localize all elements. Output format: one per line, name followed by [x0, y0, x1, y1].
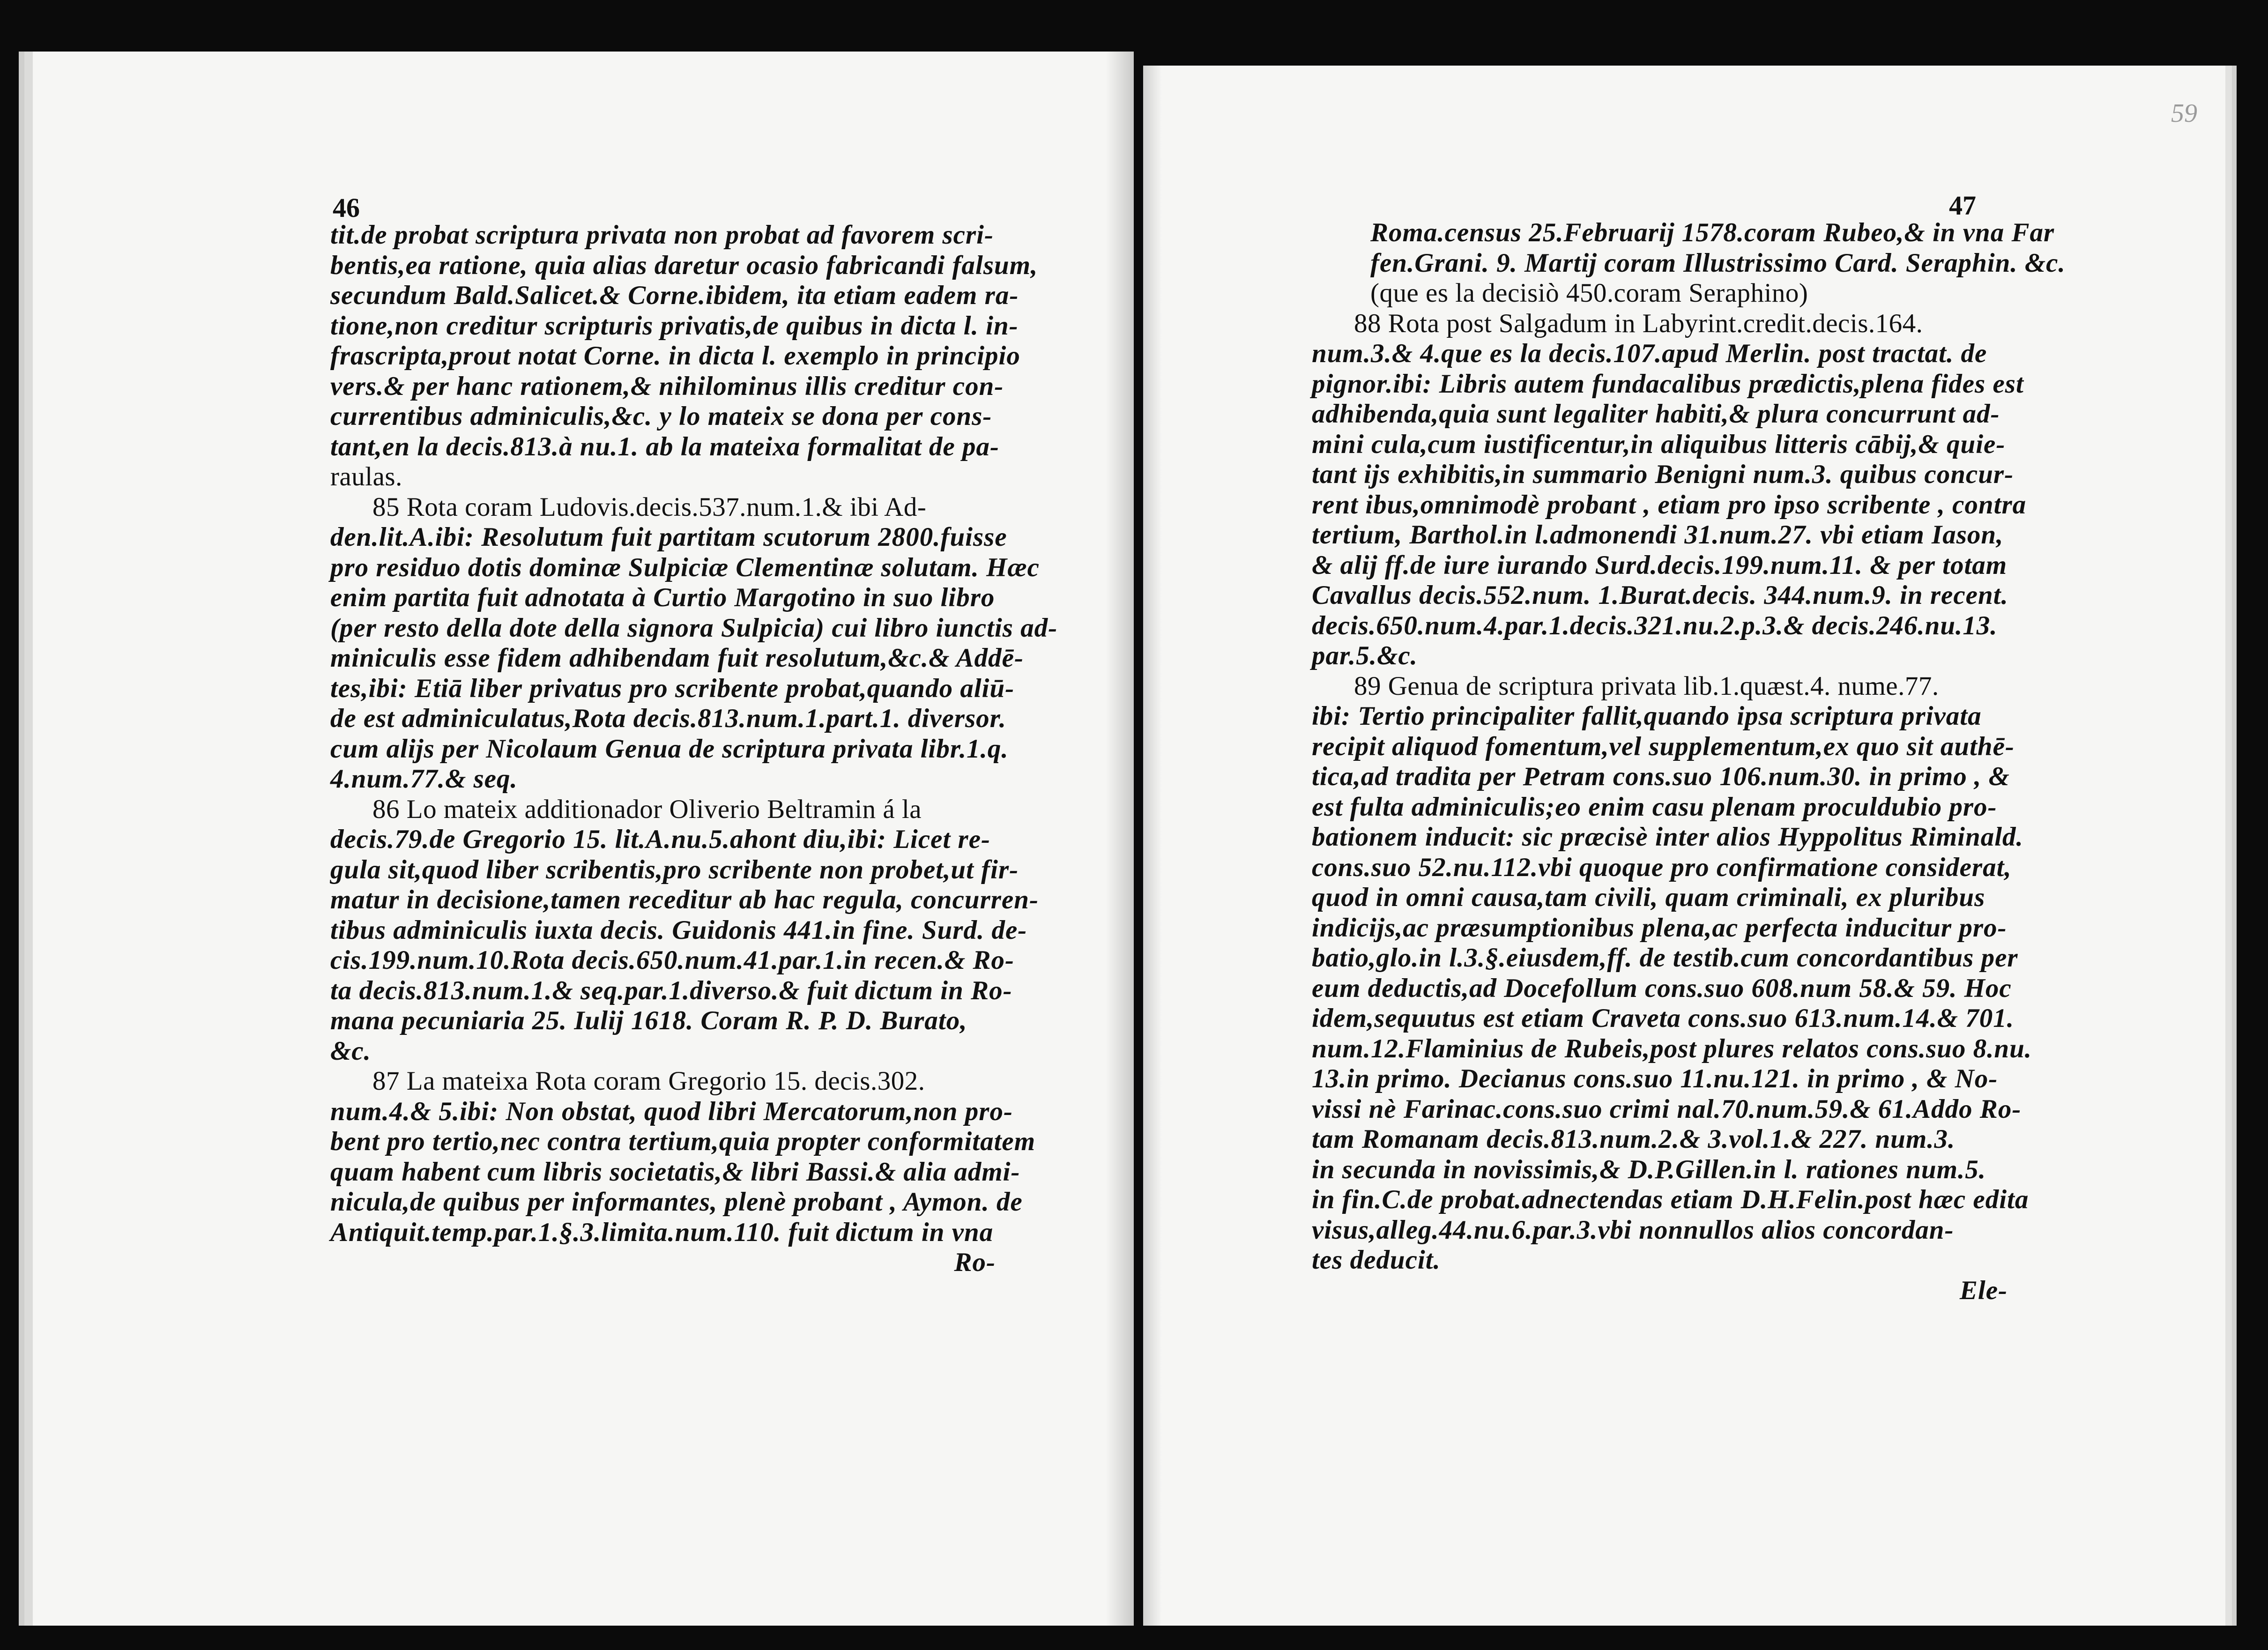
text-line: tant,en la decis.813.à nu.1. ab la mateixa formalitat de pa-: [330, 431, 999, 461]
text-line: enim partita fuit adnotata à Curtio Margotino in suo libro: [330, 583, 995, 612]
left-page: [33, 52, 1134, 1626]
text-line: matur in decisione,tamen receditur ab hac regula, concurren-: [330, 885, 1039, 914]
text-line: recipit aliquod fomentum,vel supplementum,ex quo sit authē-: [1312, 731, 2015, 761]
text-line: adhibenda,quia sunt legaliter habiti,& plura concurrunt ad-: [1312, 399, 2000, 429]
text-line: 86 Lo mateix additionador Oliverio Beltramin á la: [372, 794, 922, 824]
text-line: pignor.ibi: Libris autem fundacalibus prædictis,plena fides est: [1312, 369, 2024, 399]
text-line: num.3.& 4.que es la decis.107.apud Merlin. post tractat. de: [1312, 339, 1987, 368]
text-line: num.4.& 5.ibi: Non obstat, quod libri Mercatorum,non pro-: [330, 1096, 1013, 1126]
text-line: decis.650.num.4.par.1.decis.321.nu.2.p.3.& decis.246.nu.13.: [1312, 610, 1998, 640]
text-line: tione,non creditur scripturis privatis,de quibus in dicta l. in-: [330, 311, 1019, 341]
text-line: 13.in primo. Decianus cons.suo 11.nu.121. in primo , & No-: [1312, 1064, 1998, 1093]
text-line: tit.de probat scriptura privata non probat ad favorem scri-: [330, 220, 994, 250]
text-line: tant ijs exhibitis,in summario Benigni num.3. quibus concur-: [1312, 460, 2014, 489]
gutter-shadow: [1143, 66, 1162, 1626]
text-line: cis.199.num.10.Rota decis.650.num.41.par.1.in recen.& Ro-: [330, 945, 1014, 975]
text-line: vissi nè Farinac.cons.suo crimi nal.70.num.59.& 61.Addo Ro-: [1312, 1094, 2022, 1124]
text-line: par.5.&c.: [1312, 641, 1418, 670]
text-line: 87 La mateixa Rota coram Gregorio 15. decis.302.: [372, 1066, 925, 1096]
text-line: raulas.: [330, 462, 402, 491]
text-line: de est adminiculatus,Rota decis.813.num.1.part.1. diversor.: [330, 704, 1006, 733]
text-line: currentibus adminiculis,&c. y lo mateix se dona per cons-: [330, 401, 992, 431]
text-line: cons.suo 52.nu.112.vbi quoque pro confirmatione considerat,: [1312, 852, 2012, 882]
right-page: [1143, 66, 2225, 1626]
text-line: cum alijs per Nicolaum Genua de scriptura privata libr.1.q.: [330, 734, 1009, 764]
text-line: Antiquit.temp.par.1.§.3.limita.num.110. fuit dictum in vna: [330, 1217, 994, 1247]
text-line: tam Romanam decis.813.num.2.& 3.vol.1.& 227. num.3.: [1312, 1124, 1956, 1154]
text-line: bationem inducit: sic præcisè inter alios Hyppolitus Riminald.: [1312, 822, 2023, 852]
text-line: Ele-: [1959, 1275, 2008, 1305]
text-column: [1312, 218, 2066, 1306]
text-line: visus,alleg.44.nu.6.par.3.vbi nonnullos alios concordan-: [1312, 1215, 1954, 1245]
text-line: fen.Grani. 9. Martij coram Illustrissimo Card. Seraphin. &c.: [1370, 248, 2066, 278]
text-line: quod in omni causa,tam civili, quam criminali, ex pluribus: [1312, 883, 1985, 912]
text-line: pro residuo dotis dominæ Sulpiciæ Clementinæ solutam. Hæc: [330, 552, 1040, 582]
text-line: den.lit.A.ibi: Resolutum fuit partitam scutorum 2800.fuisse: [330, 522, 1007, 552]
text-line: mini cula,cum iustificentur,in aliquibus litteris cābij,& quie-: [1312, 429, 2006, 459]
text-line: gula sit,quod liber scribentis,pro scribente non probet,ut fir-: [330, 855, 1019, 884]
text-line: decis.79.de Gregorio 15. lit.A.nu.5.ahont diu,ibi: Licet re-: [330, 825, 990, 854]
text-line: in fin.C.de probat.adnectendas etiam D.H.Felin.post hæc edita: [1312, 1185, 2029, 1214]
text-line: & alij ff.de iure iurando Surd.decis.199.num.11. & per totam: [1312, 550, 2008, 580]
text-line: tibus adminiculis iuxta decis. Guidonis 441.in fine. Surd. de-: [330, 915, 1027, 945]
text-line: in secunda in novissimis,& D.P.Gillen.in l. rationes num.5.: [1312, 1154, 1986, 1184]
text-line: secundum Bald.Salicet.& Corne.ibidem, ita etiam eadem ra-: [330, 281, 1019, 310]
text-line: 89 Genua de scriptura privata lib.1.quæst.4. nume.77.: [1354, 671, 1939, 701]
text-line: idem,sequutus est etiam Craveta cons.suo 613.num.14.& 701.: [1312, 1003, 2014, 1033]
text-line: tes,ibi: Etiā liber privatus pro scribente probat,quando aliū-: [330, 673, 1015, 703]
text-line: 85 Rota coram Ludovis.decis.537.num.1.& ibi Ad-: [372, 492, 927, 522]
text-line: ibi: Tertio principaliter fallit,quando ipsa scriptura privata: [1312, 701, 1982, 731]
text-line: frascripta,prout notat Corne. in dicta l. exemplo in principio: [330, 341, 1020, 371]
page-number: 46: [333, 193, 360, 223]
text-line: rent ibus,omnimodè probant , etiam pro ipso scribente , contra: [1312, 490, 2027, 520]
text-line: 88 Rota post Salgadum in Labyrint.credit.decis.164.: [1354, 308, 1923, 338]
text-line: nicula,de quibus per informantes, plenè probant , Aymon. de: [330, 1187, 1023, 1217]
text-column: [330, 220, 1058, 1278]
text-line: quam habent cum libris societatis,& libri Bassi.& alia admi-: [330, 1157, 1020, 1187]
text-line: mana pecuniaria 25. Iulij 1618. Coram R. P. D. Burato,: [330, 1006, 967, 1035]
text-line: Roma.census 25.Februarij 1578.coram Rubeo,& in vna Far: [1370, 218, 2055, 247]
page-number: 47: [1949, 190, 1976, 221]
text-line: &c.: [330, 1036, 371, 1066]
text-line: indicijs,ac præsumptionibus plena,ac perfecta inducitur pro-: [1312, 913, 2007, 943]
text-line: 4.num.77.& seq.: [330, 764, 518, 794]
text-line: (per resto della dote della signora Sulpicia) cui libro iunctis ad-: [330, 613, 1058, 643]
text-line: Ro-: [954, 1248, 996, 1277]
text-line: est fulta adminiculis;eo enim casu plenam proculdubio pro-: [1312, 792, 1997, 822]
text-line: (que es la decisiò 450.coram Seraphino): [1370, 278, 1808, 308]
text-line: ta decis.813.num.1.& seq.par.1.diverso.& fuit dictum in Ro-: [330, 975, 1012, 1005]
text-line: tica,ad tradita per Petram cons.suo 106.num.30. in primo , &: [1312, 762, 2010, 791]
folio-number: 59: [2171, 99, 2197, 128]
text-line: bentis,ea ratione, quia alias daretur ocasio fabricandi falsum,: [330, 250, 1038, 280]
text-line: batio,glo.in l.3.§.eiusdem,ff. de testib.cum concordantibus per: [1312, 943, 2018, 973]
text-line: vers.& per hanc rationem,& nihilominus illis creditur con-: [330, 371, 1004, 401]
text-line: tertium, Barthol.in l.admonendi 31.num.27. vbi etiam Iason,: [1312, 520, 2004, 550]
text-line: miniculis esse fidem adhibendam fuit resolutum,&c.& Addē-: [330, 643, 1024, 673]
gutter-shadow: [1106, 52, 1134, 1626]
text-line: tes deducit.: [1312, 1245, 1441, 1275]
text-line: eum deductis,ad Docefollum cons.suo 608.num 58.& 59. Hoc: [1312, 973, 2012, 1003]
text-line: bent pro tertio,nec contra tertium,quia propter conformitatem: [330, 1127, 1036, 1156]
text-line: num.12.Flaminius de Rubeis,post plures relatos cons.suo 8.nu.: [1312, 1033, 2032, 1063]
text-line: Cavallus decis.552.num. 1.Burat.decis. 344.num.9. in recent.: [1312, 580, 2008, 610]
